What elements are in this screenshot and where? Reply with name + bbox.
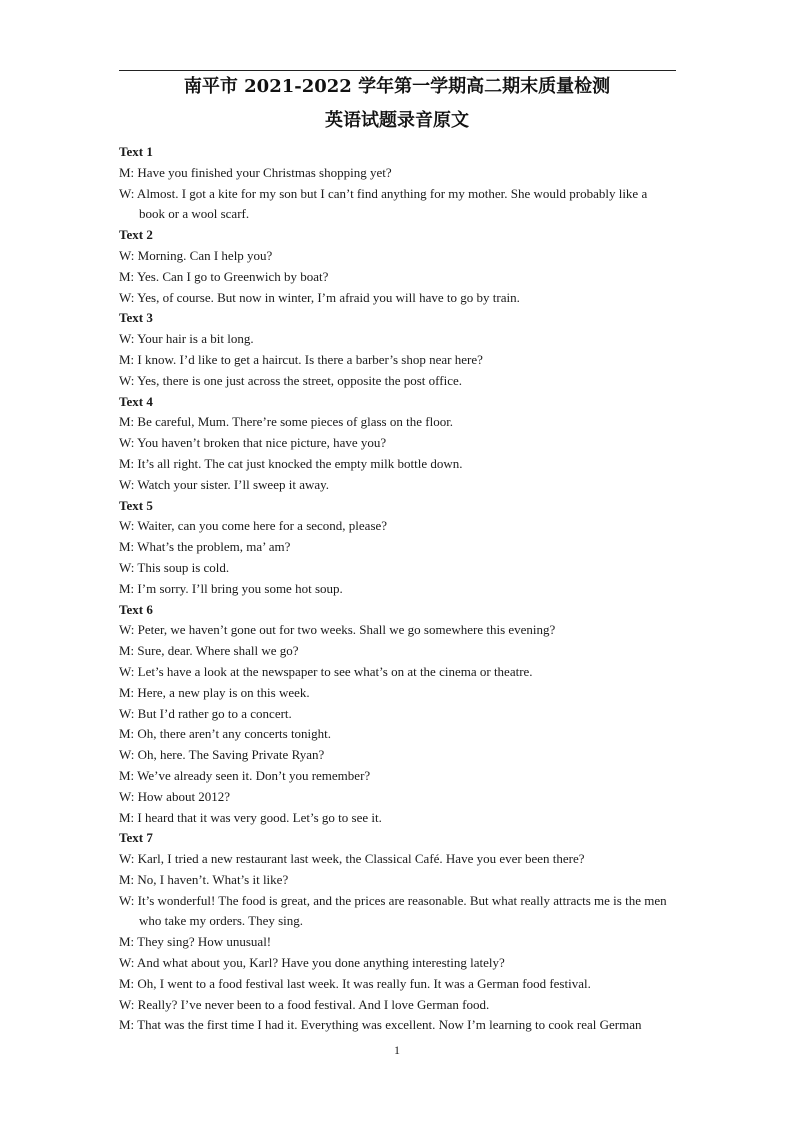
transcript-section (119, 308, 676, 391)
section-heading: Text 1 (119, 144, 153, 159)
dialogue-line: M: Sure, dear. Where shall we go? (119, 643, 299, 659)
dialogue-line: M: Have you finished your Christmas shopping yet? (119, 164, 392, 180)
section-heading: Text 5 (119, 497, 153, 513)
dialogue-line: W: Almost. I got a kite for my son but I can’t find anything for my mother. She would probably like a book or a wool scarf. (119, 185, 648, 222)
dialogue-line: W: This soup is cold. (119, 559, 230, 575)
dialogue-line: M: That was the first time I had it. Everything was excellent. Now I’m learning to cook real German (119, 1017, 642, 1033)
dialogue-line: W: Peter, we haven’t gone out for two weeks. Shall we go somewhere this evening? (119, 622, 556, 638)
page-number: 1 (394, 1043, 400, 1057)
dialogue-line: M: I heard that it was very good. Let’s go to see it. (119, 809, 382, 825)
dialogue-line: W: Watch your sister. I’ll sweep it away. (119, 476, 330, 492)
dialogue-line: M: Yes. Can I go to Greenwich by boat? (119, 268, 329, 284)
transcript-body (119, 142, 676, 1036)
dialogue-line: W: And what about you, Karl? Have you done anything interesting lately? (119, 955, 505, 971)
section-heading: Text 6 (119, 601, 153, 617)
dialogue-line: W: It’s wonderful! The food is great, and the prices are reasonable. But what really attracts me is the men who take my orders. They sing. (119, 892, 667, 929)
transcript-section (119, 600, 676, 829)
dialogue-line: W: But I’d rather go to a concert. (119, 705, 292, 721)
section-heading: Text 2 (119, 227, 153, 243)
section-heading: Text 3 (119, 310, 153, 326)
dialogue-line: M: Oh, I went to a food festival last week. It was really fun. It was a German food festival. (119, 975, 591, 991)
dialogue-line: M: No, I haven’t. What’s it like? (119, 871, 289, 887)
dialogue-line: M: They sing? How unusual! (119, 934, 272, 950)
transcript-section (119, 392, 676, 496)
dialogue-line: M: I’m sorry. I’ll bring you some hot soup. (119, 580, 343, 596)
dialogue-line: W: Yes, of course. But now in winter, I’m afraid you will have to go by train. (119, 289, 520, 305)
dialogue-line: W: Oh, here. The Saving Private Ryan? (119, 747, 325, 763)
dialogue-line: M: Oh, there aren’t any concerts tonight. (119, 726, 332, 742)
document-subtitle: 英语试题录音原文 (325, 110, 469, 131)
dialogue-line: W: You haven’t broken that nice picture, have you? (119, 435, 387, 451)
header-rule (119, 70, 676, 71)
dialogue-line: W: Morning. Can I help you? (119, 247, 273, 263)
transcript-section (119, 225, 676, 308)
section-heading: Text 4 (119, 393, 153, 409)
dialogue-line: W: Let’s have a look at the newspaper to see what’s on at the cinema or theatre. (119, 663, 533, 679)
dialogue-line: W: Really? I’ve never been to a food festival. And I love German food. (119, 996, 490, 1012)
dialogue-line: M: I know. I’d like to get a haircut. Is there a barber’s shop near here? (119, 351, 483, 367)
transcript-section (119, 142, 676, 225)
transcript-section (119, 828, 676, 1036)
dialogue-line: M: We’ve already seen it. Don’t you remember? (119, 767, 371, 783)
dialogue-line: M: Be careful, Mum. There’re some pieces of glass on the floor. (119, 414, 454, 430)
dialogue-line: W: Your hair is a bit long. (119, 331, 254, 347)
dialogue-line: W: Yes, there is one just across the street, opposite the post office. (119, 372, 462, 388)
dialogue-line: W: How about 2012? (119, 788, 231, 804)
transcript-section (119, 496, 676, 600)
dialogue-line: M: It’s all right. The cat just knocked the empty milk bottle down. (119, 455, 463, 471)
dialogue-line: W: Karl, I tried a new restaurant last week, the Classical Café. Have you ever been there? (119, 851, 585, 867)
dialogue-line: M: What’s the problem, ma’ am? (119, 539, 291, 555)
document-title: 南平市 2021-2022 学年第一学期高二期末质量检测 (183, 76, 611, 97)
dialogue-line: M: Here, a new play is on this week. (119, 684, 310, 700)
dialogue-line: W: Waiter, can you come here for a second, please? (119, 518, 388, 534)
section-heading: Text 7 (119, 830, 153, 846)
